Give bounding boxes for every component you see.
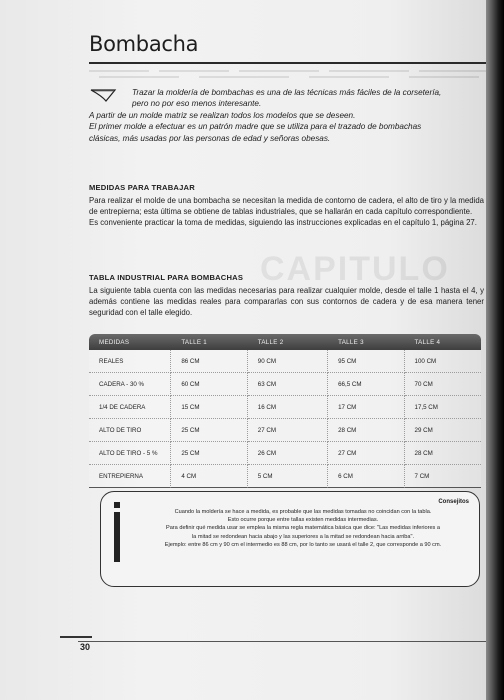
- footer-rule: [78, 641, 486, 642]
- tip-line: Ejemplo: entre 86 cm y 90 cm el intermedio es 88 cm, por lo tanto se usará el talle 2, que corresponde a 90 cm.: [164, 541, 442, 548]
- table-cell: ALTO DE TIRO - 5 %: [89, 442, 171, 465]
- intro-line: clásicas, más usadas por las personas de edad y señoras obesas.: [89, 133, 331, 143]
- medidas-table: [89, 334, 481, 488]
- table-cell: 1/4 DE CADERA: [89, 396, 171, 419]
- table-row: [89, 373, 481, 396]
- table-cell: 4 CM: [171, 465, 247, 488]
- header-cell: TALLE 1: [171, 334, 247, 350]
- table-cell: 7 CM: [405, 465, 481, 488]
- page-number: 30: [80, 642, 91, 652]
- table-row: [89, 396, 481, 419]
- table-cell: 26 CM: [248, 442, 328, 465]
- tip-line: la mitad se redondean hacia abajo y las superiores a la mitad se redondean hacia arriba".: [191, 533, 415, 540]
- table-cell: ALTO DE TIRO: [89, 419, 171, 442]
- tabla-text: [89, 285, 484, 319]
- table-cell: 90 CM: [248, 350, 328, 373]
- table-cell: 5 CM: [248, 465, 328, 488]
- tip-text: [131, 508, 475, 549]
- paragraph: Para realizar el molde de una bombacha se necesitan la medida de contorno de cadera, el alto de tiro y la medida de entrepierna; esta última se obtiene de tablas industriales, que se hallarán en cada capítulo correspondiente.: [89, 196, 484, 217]
- table-cell: ENTREPIERNA: [89, 465, 171, 488]
- table-row: [89, 419, 481, 442]
- tip-line: Para definir qué medida usar se emplea la misma regla matemática básica que dice: "Las medidas inferiores a: [165, 525, 441, 532]
- table-cell: 17,5 CM: [405, 396, 481, 419]
- header-cell: TALLE 4: [405, 334, 481, 350]
- header-cell: TALLE 3: [328, 334, 404, 350]
- table-cell: 25 CM: [171, 442, 247, 465]
- intro-text: [89, 87, 484, 144]
- table-cell: 27 CM: [248, 419, 328, 442]
- table-cell: 100 CM: [405, 350, 481, 373]
- table-cell: 28 CM: [328, 419, 404, 442]
- book-spine-shadow: [486, 0, 504, 700]
- table-row: [89, 350, 481, 373]
- intro-line: pero no por eso menos interesante.: [132, 99, 262, 109]
- intro-line: A partir de un molde matriz se realizan todos los modelos que se deseen.: [89, 110, 356, 120]
- show-through-text: CAPITULO: [260, 250, 450, 288]
- tip-line: Esto ocurre porque entre tallas existen medidas intermedias.: [227, 517, 379, 524]
- table-cell: 15 CM: [171, 396, 247, 419]
- section-heading-tabla: TABLA INDUSTRIAL PARA BOMBACHAS: [89, 273, 244, 282]
- paragraph: Es conveniente practicar la toma de medidas, siguiendo las instrucciones explicadas en el capítulo 1, página 27.: [89, 218, 477, 228]
- header-cell: TALLE 2: [248, 334, 328, 350]
- table-cell: 27 CM: [328, 442, 404, 465]
- tip-line: Cuando la moldería se hace a medida, es probable que las medidas tomadas no coincidan con la tabla.: [174, 509, 432, 515]
- footer-accent: [60, 636, 92, 638]
- table-cell: CADERA - 30 %: [89, 373, 171, 396]
- table-cell: 60 CM: [171, 373, 247, 396]
- title-underline: [89, 62, 486, 64]
- table-cell: 86 CM: [171, 350, 247, 373]
- table-cell: 70 CM: [405, 373, 481, 396]
- paragraph: La siguiente tabla cuenta con las medidas necesarias para realizar cualquier molde, desde el talle 1 hasta el 4, y además contiene las medidas reales para compararlas con sus contornos de cadera y de esa manera tener seguridad con el talle elegido.: [89, 286, 484, 318]
- table-cell: 16 CM: [248, 396, 328, 419]
- header-cell: MEDIDAS: [89, 334, 171, 350]
- table-cell: REALES: [89, 350, 171, 373]
- medidas-text: [89, 195, 484, 229]
- tip-box: [100, 491, 480, 587]
- table-cell: 66,5 CM: [328, 373, 404, 396]
- info-icon: [111, 502, 123, 562]
- page-title: Bombacha: [89, 32, 199, 56]
- table-header-row: [89, 334, 481, 350]
- table-cell: 6 CM: [328, 465, 404, 488]
- intro-line: El primer molde a efectuar es un patrón madre que se utiliza para el trazado de bombachas: [89, 122, 422, 132]
- table-cell: 25 CM: [171, 419, 247, 442]
- decorative-dashes: [89, 67, 486, 81]
- section-heading-medidas: MEDIDAS PARA TRABAJAR: [89, 183, 195, 192]
- intro-line: Trazar la moldería de bombachas es una de las técnicas más fáciles de la corsetería,: [132, 88, 442, 97]
- table-cell: 28 CM: [405, 442, 481, 465]
- table-row: [89, 442, 481, 465]
- table-cell: 17 CM: [328, 396, 404, 419]
- tip-title: Consejitos: [438, 499, 469, 505]
- table-row: [89, 465, 481, 488]
- table-cell: 95 CM: [328, 350, 404, 373]
- table-cell: 29 CM: [405, 419, 481, 442]
- medidas-table-container: [89, 334, 481, 488]
- table-cell: 63 CM: [248, 373, 328, 396]
